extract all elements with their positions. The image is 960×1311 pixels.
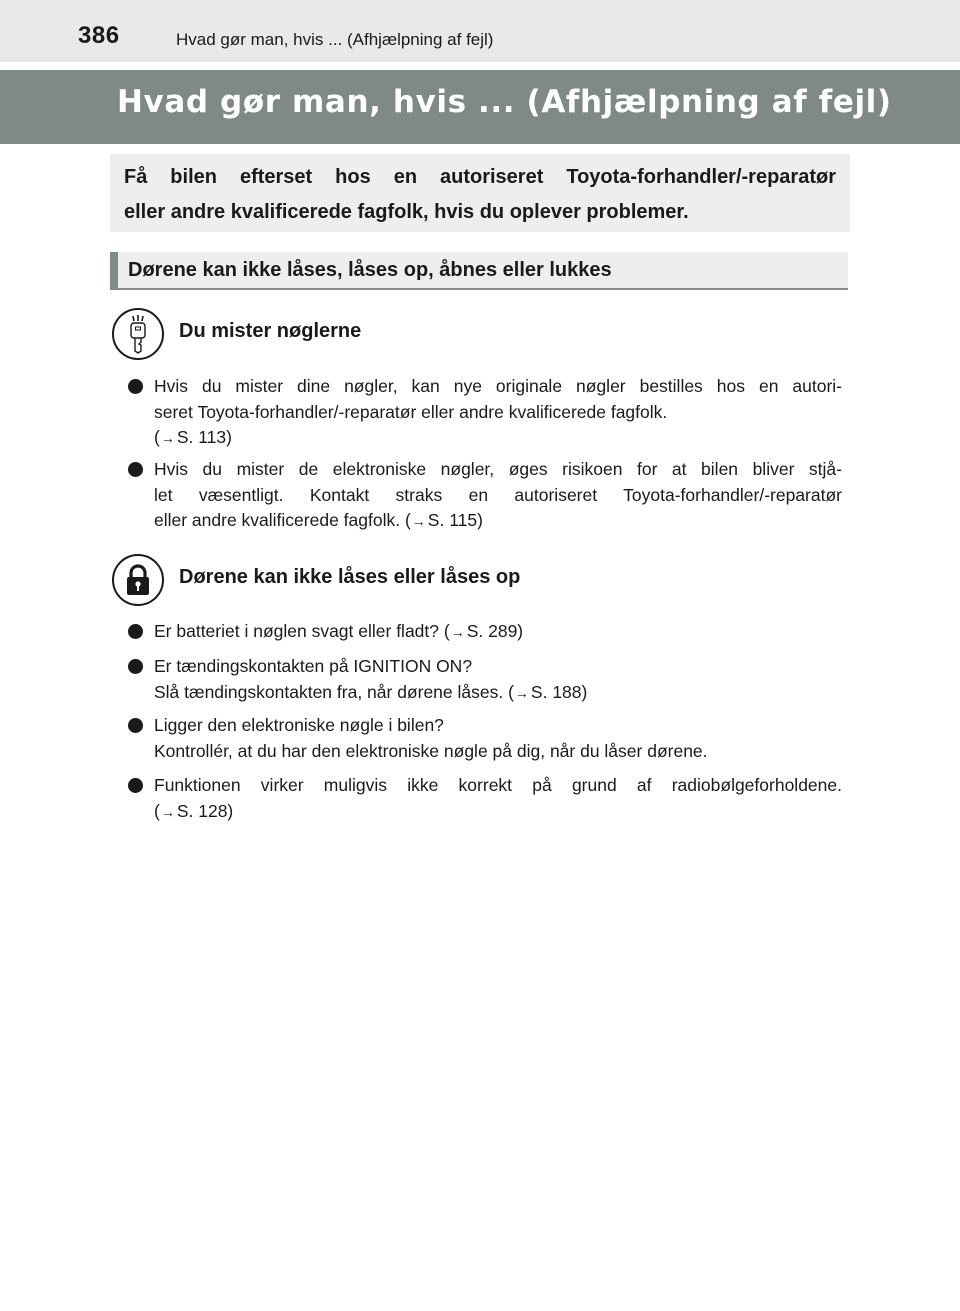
page-reference-text: S. 289) xyxy=(466,621,524,641)
intro-box xyxy=(110,154,850,232)
page-reference-text: S. 128) xyxy=(176,800,234,821)
section-heading xyxy=(110,252,848,290)
list-item xyxy=(128,457,842,535)
list-item-line: Kontrollér, at du har den elektroniske nøgle på dig, når du låser dørene. xyxy=(154,740,708,761)
list-item-line: seret Toyota-forhandler/-reparatør eller andre kvalificerede fagfolk. xyxy=(154,401,668,422)
list-item xyxy=(128,713,842,764)
list-item-line: Er tændingskontakten på IGNITION ON? xyxy=(154,656,473,676)
intro-line-1: Få bilen efterset hos en autoriseret Toyota-forhandler/-reparatør xyxy=(124,166,836,188)
bullet-dot xyxy=(128,659,143,674)
arrow-icon: → xyxy=(160,430,175,446)
page-number: 386 xyxy=(78,22,120,49)
intro-line-2: eller andre kvalificerede fagfolk, hvis du oplever problemer. xyxy=(124,201,689,223)
bullet-dot xyxy=(128,379,143,394)
bullet-dot xyxy=(128,778,143,793)
section-heading-text: Dørene kan ikke låses, låses op, åbnes eller lukkes xyxy=(128,259,612,281)
title-band xyxy=(0,70,960,144)
list-item-text: eller andre kvalificerede fagfolk. ( xyxy=(154,510,411,530)
key-icon xyxy=(123,314,153,354)
running-header xyxy=(0,0,960,62)
subsection-title: Dørene kan ikke låses eller låses op xyxy=(179,566,521,588)
list-item-line: let væsentligt. Kontakt straks en autoriseret Toyota-forhandler/-reparatør xyxy=(154,484,842,505)
page-reference: (→ S. 128) xyxy=(154,799,842,826)
list-item-line: Hvis du mister dine nøgler, kan nye originale nøgler bestilles hos en autori- xyxy=(154,376,842,396)
list-item-text: Slå tændingskontakten fra, når dørene låses. ( xyxy=(154,681,514,702)
list-item-line: Ligger den elektroniske nøgle i bilen? xyxy=(154,715,444,735)
page-title: Hvad gør man, hvis ... (Afhjælpning af fejl) xyxy=(117,84,892,120)
page-reference-text: S. 113) xyxy=(176,427,232,447)
list-item-line: Funktionen virker muligvis ikke korrekt på grund af radiobølgeforholdene. xyxy=(154,775,842,795)
page-reference-text: S. 188) xyxy=(530,681,588,702)
list-item xyxy=(128,773,842,825)
list-item-line xyxy=(154,680,842,707)
section-heading-bar xyxy=(110,252,118,290)
bullet-dot xyxy=(128,718,143,733)
list-item-line xyxy=(154,619,842,646)
bullet-dot xyxy=(128,462,143,477)
list-item xyxy=(128,654,842,706)
arrow-icon: → xyxy=(514,684,529,701)
list-item xyxy=(128,619,842,646)
running-title: Hvad gør man, hvis ... (Afhjælpning af fejl) xyxy=(176,30,494,49)
key-icon-circle xyxy=(112,308,164,360)
arrow-icon: → xyxy=(411,513,426,529)
list-item-line: Hvis du mister de elektroniske nøgler, øges risikoen for at bilen bliver stjå- xyxy=(154,459,842,479)
arrow-icon: → xyxy=(450,624,465,640)
list-item-line xyxy=(154,508,842,535)
page-reference-text: S. 115) xyxy=(427,510,483,530)
lock-icon-circle xyxy=(112,554,164,606)
page-reference: (→ S. 113) xyxy=(154,425,842,452)
lock-icon xyxy=(123,563,153,597)
subsection-title: Du mister nøglerne xyxy=(179,320,362,342)
arrow-icon: → xyxy=(160,803,175,820)
bullet-dot xyxy=(128,624,143,639)
list-item xyxy=(128,374,842,452)
list-item-text: Er batteriet i nøglen svagt eller fladt? ( xyxy=(154,621,450,641)
